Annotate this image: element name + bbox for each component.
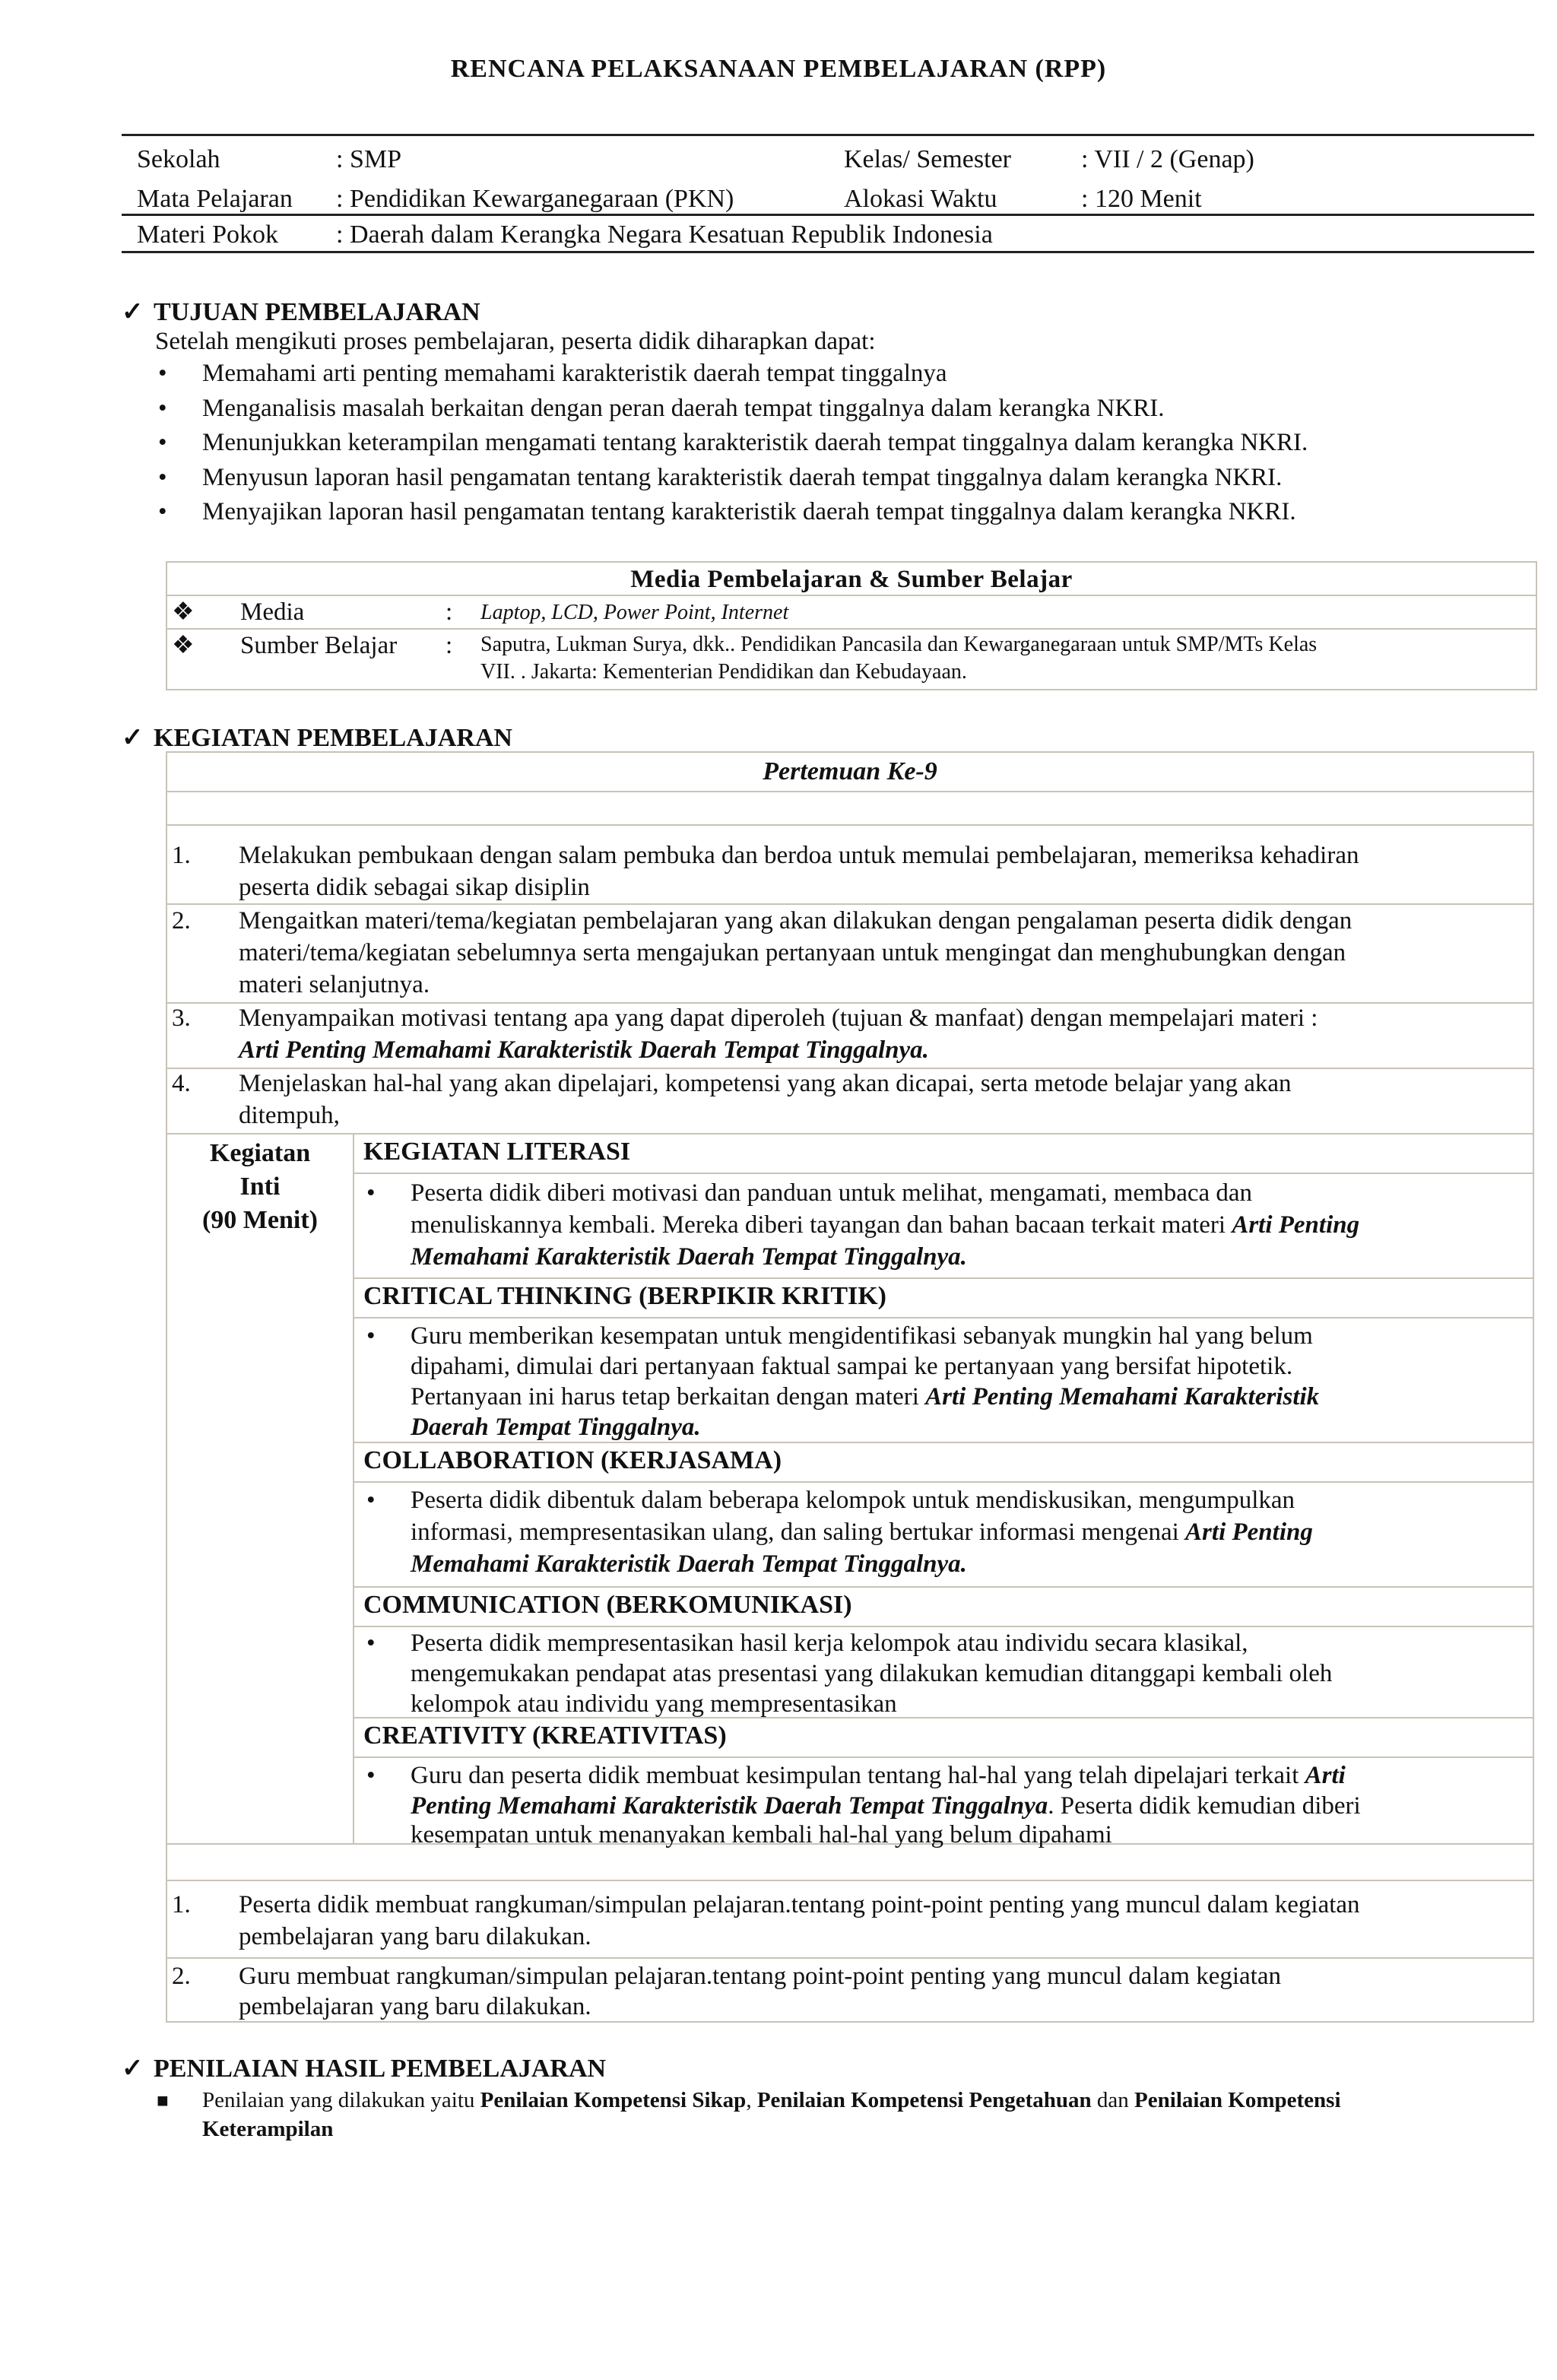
media-table-header: Media Pembelajaran & Sumber Belajar (630, 566, 1073, 593)
comm-line: kelompok atau individu yang mempresentasikan (411, 1690, 897, 1718)
penutup-line: Peserta didik membuat rangkuman/simpulan pelajaran.tentang point-point penting yang muncul dalam kegiatan (239, 1891, 1360, 1918)
materi-label: Materi Pokok (137, 221, 279, 249)
kegiatan-heading: ✓ KEGIATAN PEMBELAJARAN (122, 724, 512, 752)
sumber-line1: Saputra, Lukman Surya, dkk.. Pendidikan Pancasila dan Kewarganegaraan untuk SMP/MTs Kelas (480, 633, 1318, 656)
sekolah-value: : SMP (336, 145, 401, 173)
pendahuluan-line: Mengaitkan materi/tema/kegiatan pembelajaran yang akan dilakukan dengan pengalaman peserta didik dengan (239, 907, 1352, 935)
tujuan-item: • Menunjukkan keterampilan mengamati tentang karakteristik daerah tempat tinggalnya dalam kerangka NKRI. (158, 429, 1308, 456)
collab-line: Memahami Karakteristik Daerah Tempat Tinggalnya. (411, 1550, 967, 1578)
tujuan-heading: ✓ TUJUAN PEMBELAJARAN (122, 298, 480, 326)
pendahuluan-line: Menjelaskan hal-hal yang akan dipelajari, kompetensi yang akan dicapai, serta metode belajar yang akan (239, 1070, 1292, 1097)
literasi-line: menuliskannya kembali. Mereka diberi tayangan dan bahan bacaan terkait materi Arti Penting (411, 1211, 1360, 1239)
pendahuluan-line: Melakukan pembukaan dengan salam pembuka dan berdoa untuk memulai pembelajaran, memeriksa kehadiran (239, 842, 1359, 869)
media-table (166, 561, 1537, 690)
pendahuluan-num: 3. (172, 1004, 191, 1032)
alokasi-value: : 120 Menit (1081, 185, 1202, 213)
collab-line: Peserta didik dibentuk dalam beberapa kelompok untuk mendiskusikan, mengumpulkan (411, 1487, 1295, 1514)
critical-line: Guru memberikan kesempatan untuk mengidentifikasi sebanyak mungkin hal yang belum (411, 1322, 1313, 1350)
alokasi-label: Alokasi Waktu (844, 185, 997, 213)
penutup-num: 2. (172, 1963, 191, 1990)
penilaian-line: Penilaian yang dilakukan yaitu Penilaian Kompetensi Sikap, Penilaian Kompetensi Pengetahuan dan Penilaian Kompetensi (202, 2088, 1341, 2112)
critical-line: Pertanyaan ini harus tetap berkaitan dengan materi Arti Penting Memahami Karakteristik (411, 1383, 1320, 1411)
bullet-icon: • (158, 360, 167, 387)
critical-line: Daerah Tempat Tinggalnya. (411, 1414, 701, 1441)
bullet-icon: • (158, 395, 167, 422)
pendahuluan-line: Arti Penting Memahami Karakteristik Daerah Tempat Tinggalnya. (239, 1036, 929, 1064)
literasi-heading: KEGIATAN LITERASI (363, 1138, 631, 1166)
tujuan-intro: Setelah mengikuti proses pembelajaran, peserta didik diharapkan dapat: (155, 328, 876, 355)
materi-value: : Daerah dalam Kerangka Negara Kesatuan Republik Indonesia (336, 221, 993, 249)
critical-line: dipahami, dimulai dari pertanyaan faktual sampai ke pertanyaan yang bersifat hipotetik. (411, 1353, 1293, 1380)
bullet-icon: • (366, 1630, 376, 1657)
bullet-icon: • (366, 1179, 376, 1207)
diamond-bullet-icon: ❖ (172, 598, 195, 626)
bullet-icon: • (366, 1322, 376, 1350)
comm-line: Peserta didik mempresentasikan hasil kerja kelompok atau individu secara klasikal, (411, 1630, 1248, 1657)
mapel-label: Mata Pelajaran (137, 185, 293, 213)
sumber-label: Sumber Belajar (240, 632, 398, 659)
bullet-icon: • (158, 464, 167, 491)
checkmark-icon: ✓ (122, 298, 144, 326)
literasi-line: Peserta didik diberi motivasi dan panduan untuk melihat, mengamati, membaca dan (411, 1179, 1253, 1207)
media-colon: : (446, 598, 453, 626)
inti-label: Inti (239, 1173, 281, 1201)
pendahuluan-line: materi selanjutnya. (239, 971, 430, 998)
pertemuan-title: Pertemuan Ke-9 (763, 757, 937, 785)
sekolah-label: Sekolah (137, 145, 220, 173)
kelas-value: : VII / 2 (Genap) (1081, 145, 1254, 173)
bullet-icon: • (158, 429, 167, 456)
comm-heading: COMMUNICATION (BERKOMUNIKASI) (363, 1591, 852, 1619)
creat-line: Guru dan peserta didik membuat kesimpulan tentang hal-hal yang telah dipelajari terkait Arti (411, 1762, 1346, 1789)
sumber-colon: : (446, 632, 453, 659)
tujuan-item: • Menyusun laporan hasil pengamatan tentang karakteristik daerah tempat tinggalnya dalam kerangka NKRI. (158, 464, 1283, 491)
info-block (122, 134, 1534, 253)
penutup-num: 1. (172, 1891, 191, 1918)
collab-heading: COLLABORATION (KERJASAMA) (363, 1446, 782, 1474)
checkmark-icon: ✓ (122, 724, 144, 752)
bullet-icon: • (366, 1762, 376, 1789)
comm-line: mengemukakan pendapat atas presentasi yang dilakukan kemudian ditanggapi kembali oleh (411, 1660, 1333, 1687)
tujuan-item: • Menyajikan laporan hasil pengamatan tentang karakteristik daerah tempat tinggalnya dalam kerangka NKRI. (158, 498, 1296, 525)
pendahuluan-line: peserta didik sebagai sikap disiplin (239, 874, 590, 901)
inti-label: Kegiatan (209, 1139, 311, 1167)
critical-heading: CRITICAL THINKING (BERPIKIR KRITIK) (363, 1282, 887, 1310)
pendahuluan-line: ditempuh, (239, 1102, 340, 1129)
inti-duration: (90 Menit) (201, 1206, 318, 1234)
literasi-line: Memahami Karakteristik Daerah Tempat Tinggalnya. (411, 1243, 967, 1271)
pendahuluan-num: 4. (172, 1070, 191, 1097)
pendahuluan-line: Menyampaikan motivasi tentang apa yang dapat diperoleh (tujuan & manfaat) dengan mempelajari materi : (239, 1004, 1318, 1032)
tujuan-item: • Memahami arti penting memahami karakteristik daerah tempat tinggalnya (158, 360, 947, 387)
penilaian-line: Keterampilan (202, 2117, 334, 2141)
creat-line: Penting Memahami Karakteristik Daerah Tempat Tinggalnya. Peserta didik kemudian diberi (411, 1792, 1361, 1820)
kegiatan-table (166, 751, 1534, 2023)
penilaian-heading: ✓ PENILAIAN HASIL PEMBELAJARAN (122, 2055, 607, 2083)
checkmark-icon: ✓ (122, 2055, 144, 2083)
penutup-line: pembelajaran yang baru dilakukan. (239, 1993, 591, 2020)
document-title: RENCANA PELAKSANAAN PEMBELAJARAN (RPP) (450, 55, 1107, 83)
mapel-value: : Pendidikan Kewarganegaraan (PKN) (336, 185, 734, 213)
pendahuluan-line: materi/tema/kegiatan sebelumnya serta mengajukan pertanyaan untuk mengingat dan menghubungkan dengan (239, 939, 1346, 966)
media-value: Laptop, LCD, Power Point, Internet (480, 601, 789, 624)
square-bullet-icon: ■ (157, 2090, 169, 2112)
penutup-line: pembelajaran yang baru dilakukan. (239, 1923, 591, 1950)
collab-line: informasi, mempresentasikan ulang, dan saling bertukar informasi mengenai Arti Penting (411, 1518, 1313, 1546)
media-label: Media (240, 598, 305, 626)
bullet-icon: • (158, 498, 167, 525)
tujuan-item: • Menganalisis masalah berkaitan dengan peran daerah tempat tinggalnya dalam kerangka NKRI. (158, 395, 1165, 422)
creat-heading: CREATIVITY (KREATIVITAS) (363, 1722, 727, 1750)
creat-line: kesempatan untuk menanyakan kembali hal-hal yang belum dipahami (411, 1821, 1112, 1848)
sumber-line2: VII. . Jakarta: Kementerian Pendidikan dan Kebudayaan. (480, 660, 967, 684)
pendahuluan-num: 2. (172, 907, 191, 935)
bullet-icon: • (366, 1487, 376, 1514)
pendahuluan-num: 1. (172, 842, 191, 869)
kelas-label: Kelas/ Semester (844, 145, 1011, 173)
penutup-line: Guru membuat rangkuman/simpulan pelajaran.tentang point-point penting yang muncul dalam kegiatan (239, 1963, 1281, 1990)
diamond-bullet-icon: ❖ (172, 632, 195, 659)
